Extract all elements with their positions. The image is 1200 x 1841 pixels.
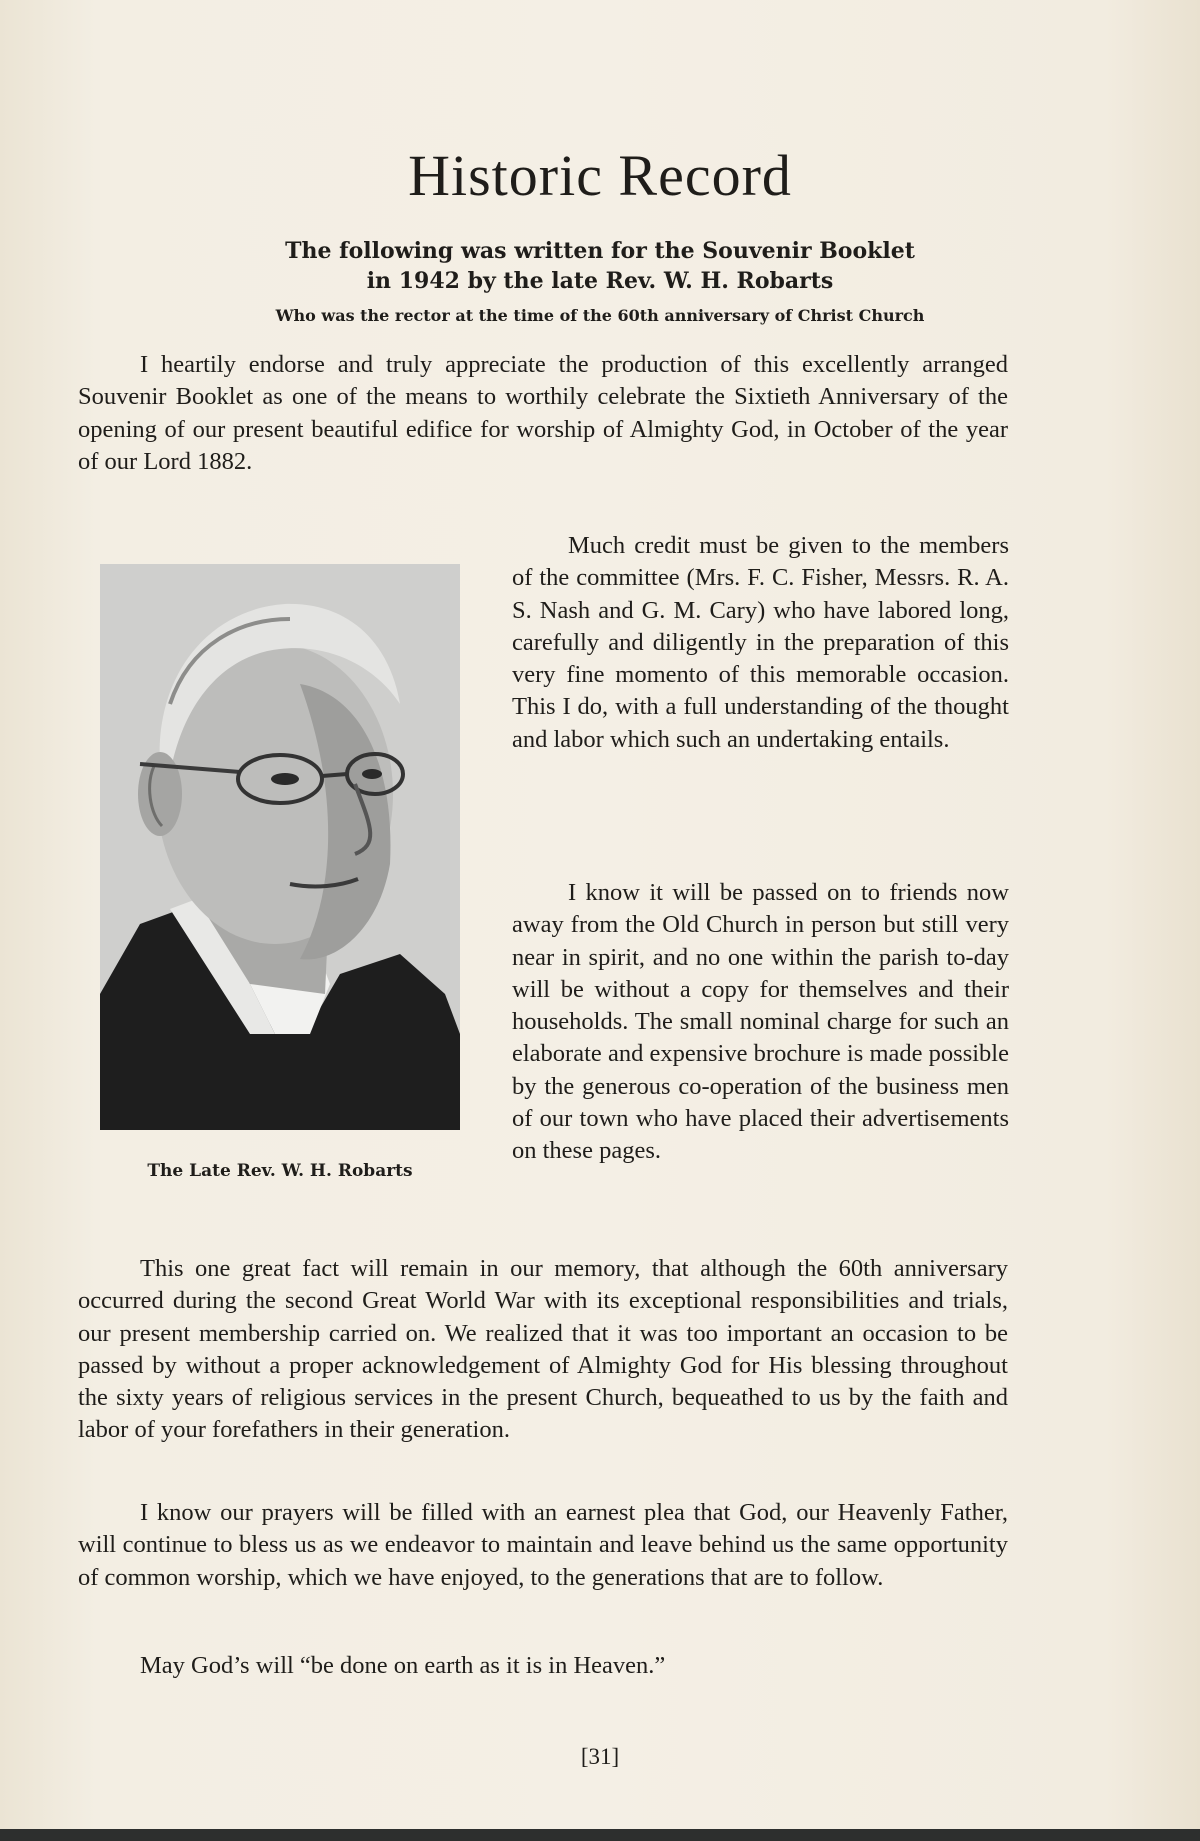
paragraph-4	[78, 1253, 1008, 1447]
paragraph-5	[78, 1497, 1008, 1594]
subtitle	[0, 236, 1200, 296]
paragraph-4-text: This one great fact will remain in our memory, that although the 60th anniversary occurred during the second Great World War with its exceptional responsibilities and trials, our present membership carried on. We realized that it was too important an occasion to be passed by without a proper acknowledgement of Almighty God for His blessing throughout the sixty years of religious services in the present Church, bequeathed to us by the faith and labor of your forefathers in their generation.	[78, 1255, 1008, 1444]
paragraph-2-text: Much credit must be given to the members of the committee (Mrs. F. C. Fisher, Messrs. R. A. S. Nash and G. M. Cary) who have labored long, carefully and diligently in the preparation of this very fine momento of this memorable occasion. This I do, with a full understanding of the thought and labor which such an undertaking entails.	[512, 532, 1009, 753]
paragraph-5-text: I know our prayers will be filled with an earnest plea that God, our Heavenly Father, will continue to bless us as we endeavor to maintain and leave behind us the same opportunity of common worship, which we have enjoyed, to the generations that are to follow.	[78, 1499, 1008, 1591]
rector-note: Who was the rector at the time of the 60th anniversary of Christ Church	[275, 306, 925, 325]
paragraph-3	[512, 877, 1009, 1168]
paragraph-6-text: May God’s will “be done on earth as it is in Heaven.”	[140, 1652, 666, 1679]
paragraph-1	[78, 349, 1008, 478]
paragraph-1-text: I heartily endorse and truly appreciate the production of this excellently arranged Souvenir Booklet as one of the means to worthily celebrate the Sixtieth Anniversary of the opening of our present beautiful edifice for worship of Almighty God, in October of the year of our Lord 1882.	[78, 351, 1008, 475]
paragraph-2	[512, 530, 1009, 756]
portrait-photo	[100, 564, 460, 1130]
subtitle-line-2: in 1942 by the late Rev. W. H. Robarts	[366, 268, 834, 294]
paragraph-6	[78, 1650, 1008, 1682]
photo-caption: The Late Rev. W. H. Robarts	[147, 1161, 413, 1181]
portrait-icon	[100, 564, 460, 1130]
page-title: Historic Record	[408, 143, 792, 208]
subtitle-line-1: The following was written for the Souvenir Booklet	[285, 238, 915, 264]
page-bottom-edge	[0, 1829, 1200, 1841]
page-number: [31]	[580, 1744, 620, 1769]
paragraph-3-text: I know it will be passed on to friends now away from the Old Church in person but still very near in spirit, and no one within the parish to-day will be without a copy for themselves and their households. The small nominal charge for such an elaborate and expensive brochure is made possible by the generous co-operation of the business men of our town who have placed their advertisements on these pages.	[512, 879, 1009, 1165]
